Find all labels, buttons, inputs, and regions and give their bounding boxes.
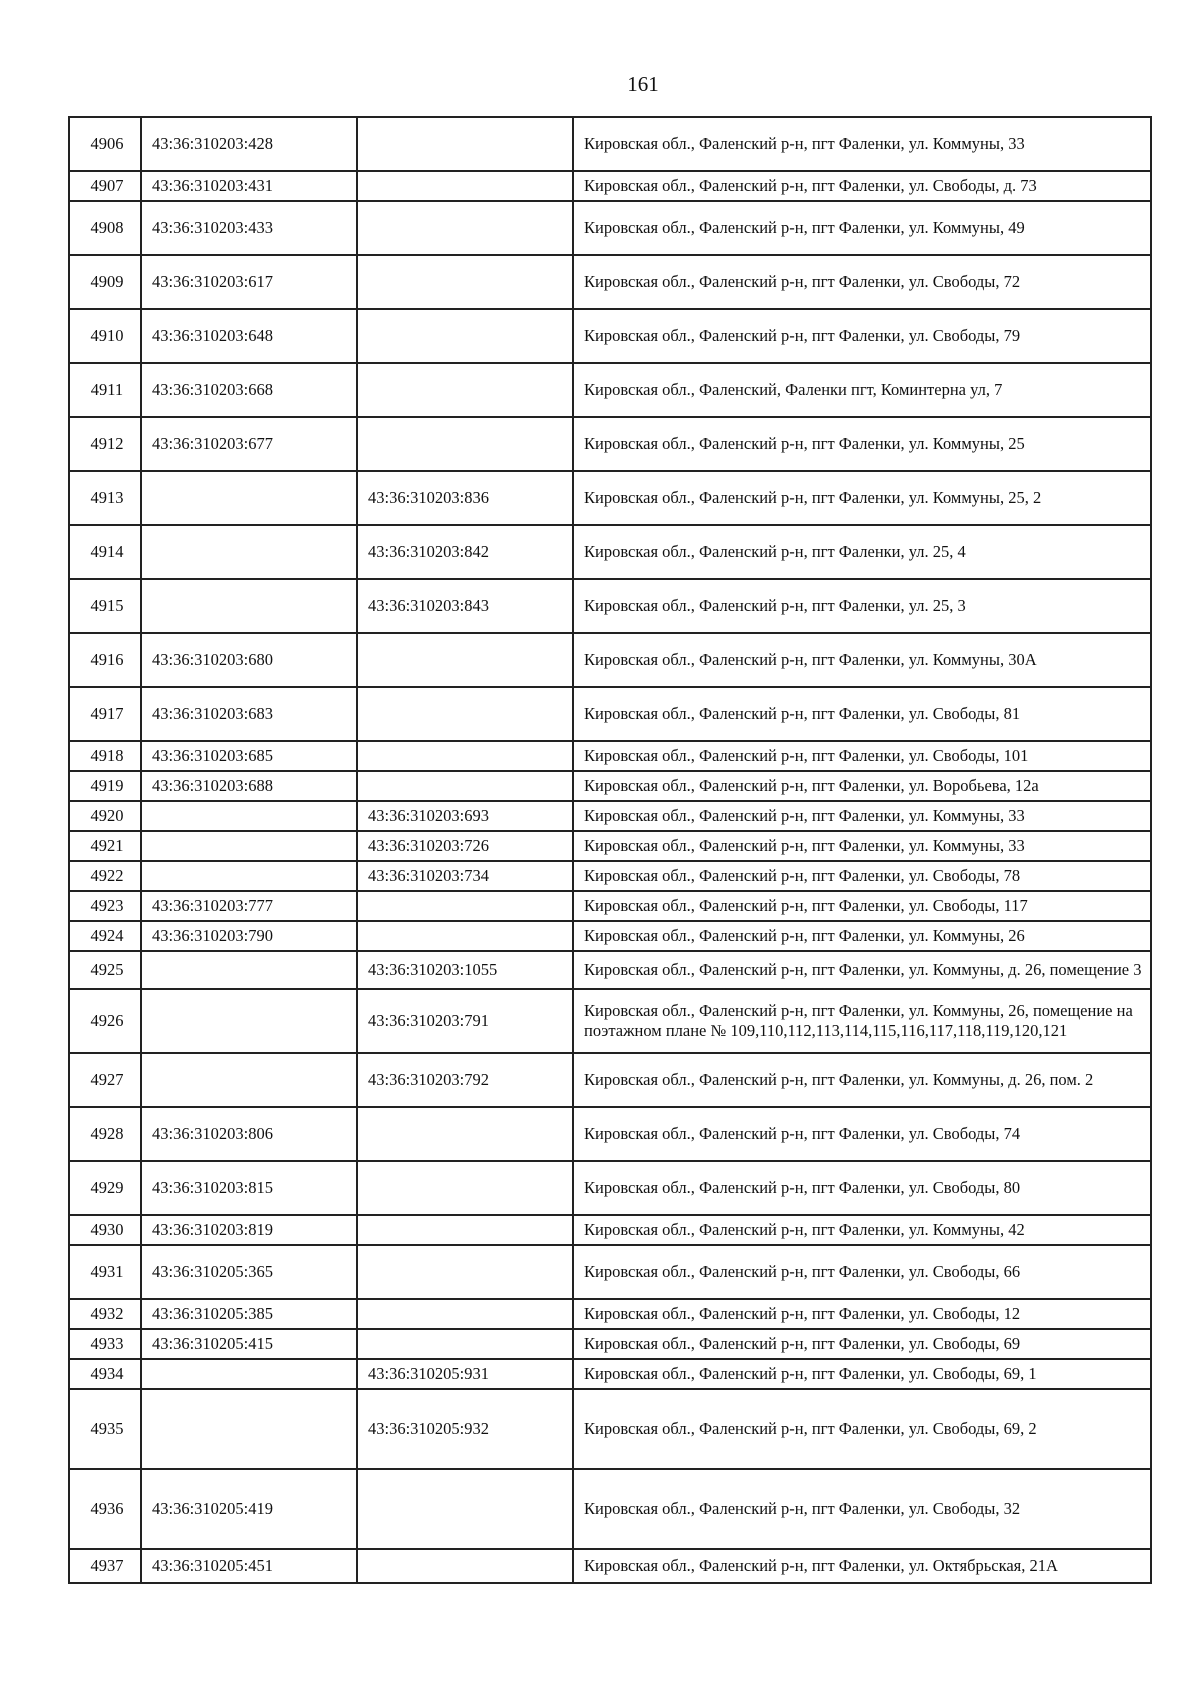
related-cadastral-number-cell: 43:36:310203:791: [357, 989, 573, 1053]
table-row: [69, 471, 1151, 525]
table-row: [69, 309, 1151, 363]
cadastral-number-cell: [141, 831, 357, 861]
row-number-cell: 4908: [69, 201, 141, 255]
address-cell: Кировская обл., Фаленский р-н, пгт Фаленки, ул. Коммуны, 49: [573, 201, 1151, 255]
table-row: [69, 171, 1151, 201]
row-number-cell: 4910: [69, 309, 141, 363]
address-cell: Кировская обл., Фаленский р-н, пгт Фаленки, ул. Коммуны, 25, 2: [573, 471, 1151, 525]
address-cell: Кировская обл., Фаленский р-н, пгт Фаленки, ул. Свободы, 69, 1: [573, 1359, 1151, 1389]
cadastral-number-cell: 43:36:310203:680: [141, 633, 357, 687]
cadastral-number-cell: 43:36:310203:790: [141, 921, 357, 951]
cadastral-number-cell: 43:36:310205:365: [141, 1245, 357, 1299]
table-row: [69, 989, 1151, 1053]
cadastral-number-cell: 43:36:310203:815: [141, 1161, 357, 1215]
address-cell: Кировская обл., Фаленский р-н, пгт Фаленки, ул. Свободы, 69, 2: [573, 1389, 1151, 1469]
table-row: [69, 1053, 1151, 1107]
address-cell: Кировская обл., Фаленский р-н, пгт Фаленки, ул. Коммуны, д. 26, пом. 2: [573, 1053, 1151, 1107]
cadastral-number-cell: 43:36:310203:431: [141, 171, 357, 201]
row-number-cell: 4915: [69, 579, 141, 633]
row-number-cell: 4914: [69, 525, 141, 579]
cadastral-number-cell: 43:36:310203:677: [141, 417, 357, 471]
address-cell: Кировская обл., Фаленский р-н, пгт Фаленки, ул. Свободы, 80: [573, 1161, 1151, 1215]
row-number-cell: 4920: [69, 801, 141, 831]
address-cell: Кировская обл., Фаленский р-н, пгт Фаленки, ул. Свободы, 78: [573, 861, 1151, 891]
address-cell: Кировская обл., Фаленский р-н, пгт Фаленки, ул. Коммуны, 33: [573, 831, 1151, 861]
address-cell: Кировская обл., Фаленский р-н, пгт Фаленки, ул. 25, 3: [573, 579, 1151, 633]
address-cell: Кировская обл., Фаленский р-н, пгт Фаленки, ул. Коммуны, д. 26, помещение 3: [573, 951, 1151, 989]
address-cell: Кировская обл., Фаленский р-н, пгт Фаленки, ул. Свободы, д. 73: [573, 171, 1151, 201]
table-row: [69, 579, 1151, 633]
row-number-cell: 4919: [69, 771, 141, 801]
table-row: [69, 687, 1151, 741]
table-row: [69, 201, 1151, 255]
related-cadastral-number-cell: 43:36:310203:726: [357, 831, 573, 861]
related-cadastral-number-cell: 43:36:310203:843: [357, 579, 573, 633]
table-row: [69, 1359, 1151, 1389]
address-cell: Кировская обл., Фаленский р-н, пгт Фаленки, ул. 25, 4: [573, 525, 1151, 579]
cadastral-number-cell: 43:36:310205:419: [141, 1469, 357, 1549]
address-cell: Кировская обл., Фаленский, Фаленки пгт, Коминтерна ул, 7: [573, 363, 1151, 417]
related-cadastral-number-cell: 43:36:310203:792: [357, 1053, 573, 1107]
cadastral-number-cell: 43:36:310203:433: [141, 201, 357, 255]
table-row: [69, 1329, 1151, 1359]
row-number-cell: 4911: [69, 363, 141, 417]
address-cell: Кировская обл., Фаленский р-н, пгт Фаленки, ул. Коммуны, 42: [573, 1215, 1151, 1245]
cadastral-number-cell: 43:36:310203:428: [141, 117, 357, 171]
table-row: [69, 771, 1151, 801]
row-number-cell: 4930: [69, 1215, 141, 1245]
cadastral-number-cell: 43:36:310203:668: [141, 363, 357, 417]
row-number-cell: 4923: [69, 891, 141, 921]
cadastral-number-cell: [141, 471, 357, 525]
row-number-cell: 4921: [69, 831, 141, 861]
related-cadastral-number-cell: [357, 363, 573, 417]
table-row: [69, 363, 1151, 417]
table-row: [69, 861, 1151, 891]
related-cadastral-number-cell: [357, 1299, 573, 1329]
cadastral-number-cell: 43:36:310203:819: [141, 1215, 357, 1245]
related-cadastral-number-cell: [357, 117, 573, 171]
cadastral-number-cell: 43:36:310203:648: [141, 309, 357, 363]
related-cadastral-number-cell: 43:36:310203:693: [357, 801, 573, 831]
row-number-cell: 4916: [69, 633, 141, 687]
related-cadastral-number-cell: [357, 1549, 573, 1583]
cadastral-number-cell: [141, 1389, 357, 1469]
related-cadastral-number-cell: [357, 741, 573, 771]
row-number-cell: 4927: [69, 1053, 141, 1107]
cadastral-number-cell: 43:36:310203:617: [141, 255, 357, 309]
row-number-cell: 4924: [69, 921, 141, 951]
table-row: [69, 633, 1151, 687]
table-row: [69, 255, 1151, 309]
related-cadastral-number-cell: [357, 1161, 573, 1215]
cadastral-number-cell: 43:36:310203:806: [141, 1107, 357, 1161]
registry-table: [68, 116, 1152, 1584]
address-cell: Кировская обл., Фаленский р-н, пгт Фаленки, ул. Коммуны, 26: [573, 921, 1151, 951]
row-number-cell: 4918: [69, 741, 141, 771]
row-number-cell: 4931: [69, 1245, 141, 1299]
address-cell: Кировская обл., Фаленский р-н, пгт Фаленки, ул. Свободы, 69: [573, 1329, 1151, 1359]
table-row: [69, 921, 1151, 951]
related-cadastral-number-cell: [357, 633, 573, 687]
related-cadastral-number-cell: 43:36:310203:836: [357, 471, 573, 525]
row-number-cell: 4913: [69, 471, 141, 525]
row-number-cell: 4925: [69, 951, 141, 989]
row-number-cell: 4917: [69, 687, 141, 741]
cadastral-number-cell: [141, 801, 357, 831]
related-cadastral-number-cell: [357, 1329, 573, 1359]
cadastral-number-cell: 43:36:310205:385: [141, 1299, 357, 1329]
address-cell: Кировская обл., Фаленский р-н, пгт Фаленки, ул. Свободы, 72: [573, 255, 1151, 309]
row-number-cell: 4933: [69, 1329, 141, 1359]
address-cell: Кировская обл., Фаленский р-н, пгт Фаленки, ул. Свободы, 66: [573, 1245, 1151, 1299]
row-number-cell: 4934: [69, 1359, 141, 1389]
address-cell: Кировская обл., Фаленский р-н, пгт Фаленки, ул. Свободы, 101: [573, 741, 1151, 771]
address-cell: Кировская обл., Фаленский р-н, пгт Фаленки, ул. Свободы, 74: [573, 1107, 1151, 1161]
row-number-cell: 4937: [69, 1549, 141, 1583]
row-number-cell: 4912: [69, 417, 141, 471]
cadastral-number-cell: [141, 525, 357, 579]
related-cadastral-number-cell: [357, 891, 573, 921]
address-cell: Кировская обл., Фаленский р-н, пгт Фаленки, ул. Свободы, 12: [573, 1299, 1151, 1329]
table-row: [69, 1549, 1151, 1583]
table-row: [69, 831, 1151, 861]
address-cell: Кировская обл., Фаленский р-н, пгт Фаленки, ул. Свободы, 81: [573, 687, 1151, 741]
related-cadastral-number-cell: [357, 201, 573, 255]
address-cell: Кировская обл., Фаленский р-н, пгт Фаленки, ул. Свободы, 32: [573, 1469, 1151, 1549]
cadastral-number-cell: [141, 989, 357, 1053]
table-row: [69, 1299, 1151, 1329]
related-cadastral-number-cell: [357, 1469, 573, 1549]
related-cadastral-number-cell: [357, 1107, 573, 1161]
cadastral-number-cell: 43:36:310203:777: [141, 891, 357, 921]
cadastral-number-cell: 43:36:310203:688: [141, 771, 357, 801]
row-number-cell: 4922: [69, 861, 141, 891]
cadastral-number-cell: 43:36:310203:683: [141, 687, 357, 741]
table-row: [69, 525, 1151, 579]
table-row: [69, 891, 1151, 921]
address-cell: Кировская обл., Фаленский р-н, пгт Фаленки, ул. Коммуны, 25: [573, 417, 1151, 471]
row-number-cell: 4906: [69, 117, 141, 171]
cadastral-number-cell: [141, 861, 357, 891]
row-number-cell: 4932: [69, 1299, 141, 1329]
related-cadastral-number-cell: [357, 687, 573, 741]
table-row: [69, 1389, 1151, 1469]
address-cell: Кировская обл., Фаленский р-н, пгт Фаленки, ул. Коммуны, 33: [573, 801, 1151, 831]
cadastral-number-cell: [141, 1053, 357, 1107]
table-row: [69, 741, 1151, 771]
related-cadastral-number-cell: [357, 1215, 573, 1245]
address-cell: Кировская обл., Фаленский р-н, пгт Фаленки, ул. Свободы, 117: [573, 891, 1151, 921]
table-row: [69, 1245, 1151, 1299]
cadastral-number-cell: 43:36:310205:415: [141, 1329, 357, 1359]
cadastral-number-cell: 43:36:310203:685: [141, 741, 357, 771]
cadastral-number-cell: 43:36:310205:451: [141, 1549, 357, 1583]
related-cadastral-number-cell: [357, 417, 573, 471]
row-number-cell: 4935: [69, 1389, 141, 1469]
related-cadastral-number-cell: [357, 171, 573, 201]
related-cadastral-number-cell: 43:36:310203:1055: [357, 951, 573, 989]
table-row: [69, 801, 1151, 831]
related-cadastral-number-cell: [357, 771, 573, 801]
row-number-cell: 4929: [69, 1161, 141, 1215]
related-cadastral-number-cell: 43:36:310203:842: [357, 525, 573, 579]
row-number-cell: 4907: [69, 171, 141, 201]
cadastral-number-cell: [141, 579, 357, 633]
cadastral-number-cell: [141, 1359, 357, 1389]
table-row: [69, 1215, 1151, 1245]
row-number-cell: 4928: [69, 1107, 141, 1161]
table-row: [69, 1161, 1151, 1215]
address-cell: Кировская обл., Фаленский р-н, пгт Фаленки, ул. Свободы, 79: [573, 309, 1151, 363]
page-number: 161: [627, 72, 659, 96]
related-cadastral-number-cell: [357, 1245, 573, 1299]
row-number-cell: 4936: [69, 1469, 141, 1549]
address-cell: Кировская обл., Фаленский р-н, пгт Фаленки, ул. Коммуны, 26, помещение на поэтажном плане № 109,110,112,113,114,115,116,117,118,119,120,121: [573, 989, 1151, 1053]
related-cadastral-number-cell: 43:36:310203:734: [357, 861, 573, 891]
related-cadastral-number-cell: [357, 921, 573, 951]
table-row: [69, 951, 1151, 989]
table-row: [69, 1107, 1151, 1161]
cadastral-number-cell: [141, 951, 357, 989]
related-cadastral-number-cell: 43:36:310205:932: [357, 1389, 573, 1469]
table-row: [69, 417, 1151, 471]
table-row: [69, 117, 1151, 171]
row-number-cell: 4926: [69, 989, 141, 1053]
related-cadastral-number-cell: [357, 309, 573, 363]
address-cell: Кировская обл., Фаленский р-н, пгт Фаленки, ул. Воробьева, 12а: [573, 771, 1151, 801]
address-cell: Кировская обл., Фаленский р-н, пгт Фаленки, ул. Октябрьская, 21А: [573, 1549, 1151, 1583]
address-cell: Кировская обл., Фаленский р-н, пгт Фаленки, ул. Коммуны, 30А: [573, 633, 1151, 687]
table-row: [69, 1469, 1151, 1549]
related-cadastral-number-cell: [357, 255, 573, 309]
registry-table-body: [69, 117, 1151, 1583]
related-cadastral-number-cell: 43:36:310205:931: [357, 1359, 573, 1389]
address-cell: Кировская обл., Фаленский р-н, пгт Фаленки, ул. Коммуны, 33: [573, 117, 1151, 171]
row-number-cell: 4909: [69, 255, 141, 309]
